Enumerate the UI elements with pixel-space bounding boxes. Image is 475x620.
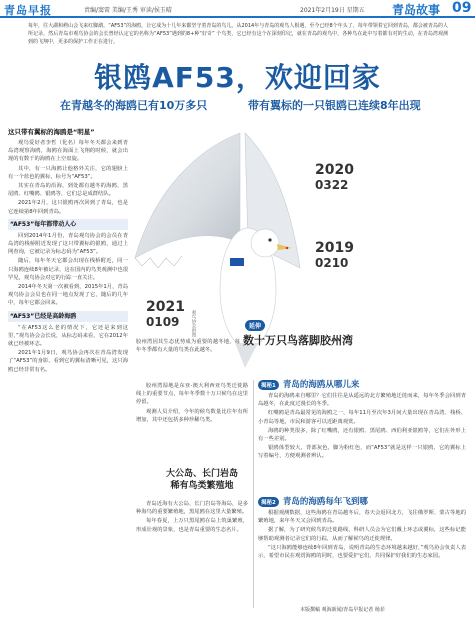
mid-para: 胶州湾湿地是东亚-澳大利西亚鸟类迁徙路线上的重要节点，每年冬季数十万只候鸟在这里停留。 bbox=[136, 383, 248, 406]
left-column bbox=[8, 125, 128, 375]
mid-para: 青岛近海有大公岛、长门岩岛等海岛，是多种海鸟的重要繁殖地，黑尾鸥在这里大量繁殖。 bbox=[136, 501, 248, 516]
left-para: 回到2014年1月份，青岛观鸟协会的会员在青岛湾的栈桥附近发现了这只带翼标的银鸥，通过上网查询，它被记录为标志码为“AF53”。 bbox=[8, 232, 128, 256]
mid-column bbox=[136, 382, 248, 425]
box-title-1: “AF53”每年都带动人心 bbox=[8, 219, 128, 230]
extend-badge: 延伸 bbox=[245, 320, 265, 331]
paper-logo: 青岛早报 bbox=[4, 4, 52, 17]
section-name: 青岛故事 bbox=[392, 3, 441, 17]
left-para: 随后，每年冬天它都会出现在栈桥附近，同一只海鸥连续8年被记录，这在国内的鸟类观测中也很罕见，观鸟协会对它的行踪一直关注。 bbox=[8, 258, 128, 281]
left-para: 观鸟爱好者李哲（化名）每年冬天都会来到青岛湾观察海鸥，海鸥在海面上飞翔的时候，就会出现的有数千的海鸥在上空盘旋。 bbox=[8, 140, 128, 163]
right-para: “这只海鸥能够连续8年回到青岛，说明青岛的生态环境越来越好，”观鸟协会负责人表示，希望市民在观赏海鸥的同时，也要爱护它们，共同保护好我们的生态家园。 bbox=[258, 544, 466, 560]
left-para: “在AF53这么老的情况下，它还是来到这里，”观鸟协会会长说，从标志码来看，它在2012年就已经被环志。 bbox=[8, 324, 128, 348]
right-para: 青岛的海鸥来自哪里？它们往往是从遥远的北方繁殖地迁徙而来，每年冬季会回到青岛越冬，在此度过漫长的冬季。 bbox=[258, 393, 466, 408]
mid-top-text: 胶州湾因其生态优势成为重要的越冬地，每年冬季都有大量的鸟类在此越冬。 bbox=[136, 339, 240, 354]
right-para: 红嘴鸥是青岛最常见的海鸥之一，每年11月至次年3月间大量出现在青岛湾、栈桥、小青岛等地，市民和游客可以近距离观赏。 bbox=[258, 410, 466, 425]
left-para: 其实在青岛的沿海，到处都有越冬的海鸥，黑尾鸥、红嘴鸥、银鸥等，它们总是成群结队。 bbox=[8, 183, 128, 198]
extend-heading: 数十万只鸟落脚胶州湾 bbox=[243, 334, 353, 347]
mid-para: 每年春夏，上万只黑尾鸥在岛上筑巢繁殖，形成壮观的景象，也是青岛重要的生态名片。 bbox=[136, 518, 248, 533]
sighting-2021: 2021 0109 bbox=[146, 299, 185, 329]
section-2-chip: 揭秘2 bbox=[258, 497, 279, 507]
intro-paragraph: 每年，往大湖和崂山会飞来红脚鹬。“AF53”的海鸥，让它成为十几年来都坚守着青岛的鸟儿。从2014年与青岛的观鸟人相遇，至今已经8个年头了，每年带领着它回到青岛，都会被青岛的人所记录，然后青岛市观鸟协会的会长曾经认定它的名称为“AF53”遇到的8+种“好奇” 个鸟类，它已经有这个在深刻印记，就在青岛的观鸟中，各种鸟在此中写着都有对的生动，在青岛湾观测到的飞翔中，更多的保护工作正在进行。 bbox=[28, 23, 448, 45]
page-number: 09 bbox=[452, 0, 472, 16]
masthead bbox=[0, 0, 475, 18]
right-para: 根据观测数据，这些海鸥在青岛越冬后，春天会返回北方，飞往俄罗斯、蒙古等地的繁殖地，来年冬天又会回到青岛。 bbox=[258, 510, 466, 525]
section-2-heading bbox=[258, 495, 368, 507]
sighting-2020: 2020 0322 bbox=[315, 162, 354, 192]
subhead-left: 在青越冬的海鸥已有10万多只 bbox=[60, 99, 208, 112]
section-2-title: 青岛的海鸥每年飞到哪 bbox=[282, 497, 368, 507]
column-divider bbox=[253, 380, 254, 608]
left-para: 2021年1月9日，观鸟协会再次在青岛湾发现了“AF53”的身影，看到它的翼标清晰可见，这只海鸥已经非常有名。 bbox=[8, 350, 128, 373]
right-para: 海鸥的种类很多，除了红嘴鸥，还有银鸥、黑尾鸥、西伯利亚银鸥等，它们在外形上有一些差别。 bbox=[258, 427, 466, 443]
subhead-right: 带有翼标的一只银鸥已连续8年出现 bbox=[248, 99, 421, 112]
left-para: 其中，有一只海鸥让他格外关注，它的翅膀上有一个蓝色的翼标，标号为“AF53”。 bbox=[8, 165, 128, 180]
sighting-2019: 2019 0210 bbox=[315, 240, 354, 270]
byline: 本版撰稿 观海新闻/青岛早报记者 杨菲 bbox=[300, 607, 385, 613]
headline: 银鸥AF53，欢迎回家 bbox=[94, 61, 381, 94]
mid-subhead: 大公岛、长门岩岛稀有鸟类繁殖地 bbox=[165, 469, 238, 491]
section-1-title: 青岛的海鸥从哪儿来 bbox=[282, 380, 360, 390]
mid-column-2 bbox=[136, 500, 248, 535]
right-para: 银鸥体型较大，背部灰色，脚为粉红色，而“AF53”就是这样一只银鸥，它的翼标上写着编号，方便观测者辨认。 bbox=[258, 445, 466, 460]
editor-credits: 责编/窦雷 美编/王秀 审读/侯玉晴 bbox=[84, 7, 172, 14]
box-title-2: “AF53”已经是高龄海鸥 bbox=[8, 311, 128, 322]
left-para: 2014年冬天第一次被看到，2015年1月，青岛观鸟协会会员也在同一地点发现了它，随后的几年中，每年它都会回来。 bbox=[8, 284, 128, 307]
section-1-body bbox=[258, 392, 466, 462]
photo-credit: 观鸟协会供图 bbox=[191, 310, 196, 337]
issue-date: 2021年2月19日 星期五 bbox=[300, 7, 365, 14]
left-para: 2021年2月，这只银鸥再次回到了青岛，也是它连续第8年回到青岛。 bbox=[8, 200, 128, 215]
right-para: 据了解，为了研究候鸟的迁徙路线，科研人员会为它们戴上环志或翼标，这些标记能够帮助观测者记录它们的行踪，从而了解候鸟的迁徙规律。 bbox=[258, 527, 466, 542]
left-title: 这只带有翼标的海鸥是“明星” bbox=[8, 128, 95, 136]
section-2-body bbox=[258, 509, 466, 561]
section-1-chip: 揭秘1 bbox=[258, 380, 279, 390]
mid-para: 观测人员介绍，今年的候鸟数量比往年有所增加，其中还包括多种珍稀鸟类。 bbox=[136, 408, 248, 423]
section-1-heading bbox=[258, 378, 359, 390]
